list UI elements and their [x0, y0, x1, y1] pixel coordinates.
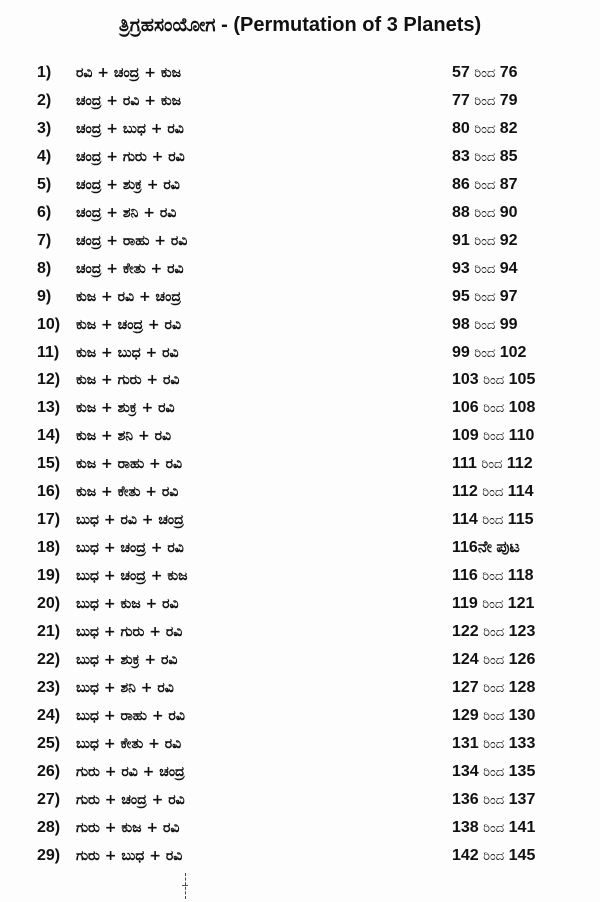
list-item [0, 144, 600, 172]
range-word: ರಿಂದ [474, 261, 496, 277]
page-from: 129 [452, 706, 479, 724]
page-range [452, 731, 535, 758]
page-to: 92 [499, 231, 518, 249]
page-from: 131 [452, 734, 479, 752]
title-kannada: ತ್ರಿಗ್ರಹಸಂಯೋಗ [118, 14, 216, 36]
item-number: 1) [37, 64, 52, 81]
item-number: 22) [37, 651, 61, 669]
page-from: 138 [452, 818, 479, 836]
page-to: 102 [499, 343, 527, 361]
list-item [0, 116, 600, 144]
page-from: 98 [452, 315, 470, 333]
page-from: 106 [452, 399, 479, 417]
page-title [0, 10, 600, 40]
page-from: 57 [452, 64, 470, 81]
page-range [452, 228, 518, 255]
list-item [0, 256, 600, 284]
planet-combination: ಚಂದ್ರ + ಗುರು + ರವಿ [76, 148, 185, 165]
range-word: ರಿಂದ [483, 429, 505, 445]
range-word: ರಿಂದ [483, 373, 505, 389]
planet-combination: ಕುಜ + ಕೇತು + ರವಿ [76, 484, 179, 501]
page-to: 105 [508, 371, 536, 389]
page-range [452, 312, 518, 339]
planet-combination: ಗುರು + ಚಂದ್ರ + ರವಿ [76, 791, 185, 808]
planet-combination: ಕುಜ + ಚಂದ್ರ + ರವಿ [76, 316, 181, 333]
planet-combination: ಗುರು + ಕುಜ + ರವಿ [76, 819, 180, 836]
item-number: 21) [37, 623, 61, 641]
planet-combination: ಚಂದ್ರ + ಕೇತು + ರವಿ [76, 260, 184, 277]
planet-combination: ಬುಧ + ಚಂದ್ರ + ಕುಜ [76, 568, 188, 585]
planet-combination: ಬುಧ + ಗುರು + ರವಿ [76, 624, 183, 641]
page-range [452, 619, 535, 646]
page-to: 128 [508, 678, 536, 696]
list-item [0, 759, 600, 787]
page-range [452, 591, 534, 618]
item-number: 10) [37, 315, 61, 333]
page-to: 110 [508, 427, 535, 445]
planet-combination: ಬುಧ + ಕುಜ + ರವಿ [76, 596, 179, 613]
page-range [452, 647, 535, 674]
list-item [0, 423, 600, 451]
page-to: 112 [506, 455, 533, 473]
item-number: 5) [37, 175, 52, 193]
item-number: 4) [37, 147, 52, 165]
list-item [0, 843, 600, 871]
planet-combination: ಗುರು + ಬುಧ + ರವಿ [76, 847, 183, 864]
page-from: 111 [452, 455, 477, 473]
page-range [452, 256, 518, 283]
list-item [0, 787, 600, 815]
page-to: 115 [507, 511, 534, 529]
page-to: 76 [499, 64, 518, 81]
page-to: 87 [499, 175, 518, 193]
page-range [452, 843, 535, 870]
planet-combination: ಬುಧ + ಕೇತು + ರವಿ [76, 735, 182, 752]
planet-combination: ಕುಜ + ರಾಹು + ರವಿ [76, 456, 183, 473]
page-range [452, 675, 535, 702]
page-from: 109 [452, 427, 479, 445]
planet-combination: ರವಿ + ಚಂದ್ರ + ಕುಜ [76, 65, 181, 81]
page-from: 77 [452, 91, 470, 109]
range-word: ರಿಂದ [474, 233, 496, 249]
page-from: 142 [452, 846, 479, 864]
page-to: 130 [508, 706, 536, 724]
range-word: ರಿಂದ [474, 205, 496, 221]
page-from: 83 [452, 147, 470, 165]
planet-combination: ಚಂದ್ರ + ರಾಹು + ರವಿ [76, 232, 188, 249]
range-word: ರಿಂದ [483, 764, 505, 780]
range-word: ರಿಂದ [474, 317, 496, 333]
page-from: 99 [452, 343, 470, 361]
page-to: 82 [499, 119, 518, 137]
range-word: ರಿಂದ [483, 680, 505, 696]
range-word: ರಿಂದ [474, 177, 496, 193]
page-to: 97 [499, 287, 518, 305]
item-number: 20) [37, 595, 61, 613]
item-number: 28) [37, 818, 61, 836]
planet-combination: ಚಂದ್ರ + ರವಿ + ಕುಜ [76, 92, 181, 109]
page-from: 136 [452, 790, 479, 808]
page-from: 119 [452, 595, 478, 613]
page-range [452, 451, 533, 478]
list-item [0, 284, 600, 312]
page-range [452, 395, 535, 422]
planet-combination: ಬುಧ + ಶನಿ + ರವಿ [76, 679, 174, 696]
scan-artifact [185, 873, 187, 899]
list-item [0, 591, 600, 619]
page-to: 133 [508, 734, 536, 752]
page-range [452, 367, 535, 394]
page-range [452, 200, 518, 227]
page-from: 112 [452, 483, 478, 501]
page-to: 126 [508, 651, 536, 669]
range-word: ರಿಂದ [474, 345, 496, 361]
permutation-list [0, 60, 600, 871]
planet-combination: ಬುಧ + ಶುಕ್ರ + ರವಿ [76, 652, 178, 669]
page-from: 93 [452, 259, 470, 277]
page-to: 123 [508, 623, 536, 641]
page-from: 88 [452, 203, 470, 221]
planet-combination: ಬುಧ + ರವಿ + ಚಂದ್ರ [76, 512, 184, 529]
list-item [0, 172, 600, 200]
item-number: 14) [37, 427, 61, 445]
page-from: 116 [452, 567, 478, 585]
range-word: ರಿಂದ [483, 708, 505, 724]
page-from: 127 [452, 678, 479, 696]
page-to: 135 [508, 762, 536, 780]
planet-combination: ಬುಧ + ಚಂದ್ರ + ರವಿ [76, 540, 184, 557]
range-word: ರಿಂದ [483, 736, 505, 752]
title-english: (Permutation of 3 Planets) [233, 14, 482, 36]
page-range [452, 507, 534, 534]
page-from: 124 [452, 651, 479, 669]
planet-combination: ಕುಜ + ಬುಧ + ರವಿ [76, 344, 179, 361]
list-item [0, 395, 600, 423]
planet-combination: ಬುಧ + ರಾಹು + ರವಿ [76, 707, 185, 724]
range-word: ರಿಂದ [482, 597, 504, 613]
planet-combination: ಕುಜ + ಶನಿ + ರವಿ [76, 428, 172, 445]
range-word: ರಿಂದ [474, 121, 496, 137]
page-to: 114 [507, 483, 534, 501]
page-to: 99 [499, 315, 518, 333]
page-range [452, 60, 518, 87]
page-range [452, 479, 534, 506]
list-item [0, 479, 600, 507]
list-item [0, 451, 600, 479]
list-item [0, 563, 600, 591]
item-number: 27) [37, 790, 61, 808]
planet-combination: ಚಂದ್ರ + ಶನಿ + ರವಿ [76, 204, 177, 221]
title-separator: - [215, 14, 234, 36]
planet-combination: ಕುಜ + ರವಿ + ಚಂದ್ರ [76, 288, 181, 305]
item-number: 16) [37, 483, 61, 501]
page-range [452, 340, 526, 367]
item-number: 7) [37, 231, 52, 249]
page-range [452, 759, 535, 786]
page-to: 121 [507, 595, 535, 613]
list-item [0, 312, 600, 340]
page-range [452, 535, 520, 561]
item-number: 29) [37, 846, 61, 864]
item-number: 26) [37, 762, 61, 780]
page-single: 116ನೇ ಪುಟ [452, 539, 520, 557]
page-to: 137 [508, 790, 536, 808]
item-number: 3) [37, 119, 52, 137]
range-word: ರಿಂದ [482, 569, 504, 585]
page-range [452, 787, 535, 814]
page-to: 90 [499, 203, 518, 221]
range-word: ರಿಂದ [483, 653, 505, 669]
list-item [0, 60, 600, 88]
page-to: 108 [508, 399, 536, 417]
planet-combination: ಕುಜ + ಗುರು + ರವಿ [76, 372, 180, 389]
range-word: ರಿಂದ [474, 289, 496, 305]
range-word: ರಿಂದ [482, 485, 504, 501]
page-to: 94 [499, 259, 518, 277]
item-number: 15) [37, 455, 61, 473]
page-range [452, 172, 518, 199]
list-item [0, 731, 600, 759]
range-word: ರಿಂದ [474, 149, 496, 165]
list-item [0, 367, 600, 395]
item-number: 9) [37, 287, 52, 305]
range-word: ರಿಂದ [474, 93, 496, 109]
page-range [452, 116, 518, 143]
page-range [452, 563, 534, 590]
range-word: ರಿಂದ [483, 820, 505, 836]
list-item [0, 88, 600, 116]
item-number: 24) [37, 706, 61, 724]
range-word: ರಿಂದ [474, 66, 496, 81]
list-item [0, 703, 600, 731]
page-range [452, 144, 518, 171]
list-item [0, 815, 600, 843]
range-word: ರಿಂದ [483, 401, 505, 417]
list-item [0, 535, 600, 563]
item-number: 19) [37, 567, 61, 585]
item-number: 23) [37, 678, 61, 696]
page-range [452, 703, 535, 730]
range-word: ರಿಂದ [483, 625, 505, 641]
planet-combination: ಕುಜ + ಶುಕ್ರ + ರವಿ [76, 400, 175, 417]
list-item [0, 340, 600, 368]
page-to: 145 [508, 846, 536, 864]
page-from: 91 [452, 231, 470, 249]
page-range [452, 88, 518, 115]
range-word: ರಿಂದ [482, 513, 504, 529]
range-word: ರಿಂದ [483, 848, 505, 864]
page-range [452, 284, 518, 311]
page-from: 86 [452, 175, 470, 193]
item-number: 18) [37, 539, 61, 557]
item-number: 6) [37, 203, 52, 221]
item-number: 17) [37, 511, 61, 529]
item-number: 2) [37, 91, 52, 109]
item-number: 12) [37, 371, 61, 389]
page-from: 134 [452, 762, 479, 780]
page-from: 95 [452, 287, 470, 305]
page-to: 141 [508, 818, 536, 836]
page-from: 103 [452, 371, 479, 389]
page-to: 85 [499, 147, 518, 165]
page-from: 114 [452, 511, 478, 529]
list-item [0, 647, 600, 675]
list-item [0, 619, 600, 647]
list-item [0, 228, 600, 256]
planet-combination: ಚಂದ್ರ + ಶುಕ್ರ + ರವಿ [76, 176, 180, 193]
range-word: ರಿಂದ [481, 457, 503, 473]
scan-artifact-tick [182, 885, 188, 886]
page-to: 118 [507, 567, 534, 585]
page-range [452, 423, 534, 450]
item-number: 13) [37, 399, 61, 417]
item-number: 8) [37, 259, 52, 277]
page-from: 122 [452, 623, 479, 641]
page-range [452, 815, 535, 842]
item-number: 11) [37, 343, 60, 361]
page-from: 80 [452, 119, 470, 137]
range-word: ರಿಂದ [483, 792, 505, 808]
item-number: 25) [37, 734, 61, 752]
list-item [0, 675, 600, 703]
planet-combination: ಚಂದ್ರ + ಬುಧ + ರವಿ [76, 120, 184, 137]
list-item [0, 200, 600, 228]
planet-combination: ಗುರು + ರವಿ + ಚಂದ್ರ [76, 763, 185, 780]
list-item [0, 507, 600, 535]
page-to: 79 [499, 91, 518, 109]
